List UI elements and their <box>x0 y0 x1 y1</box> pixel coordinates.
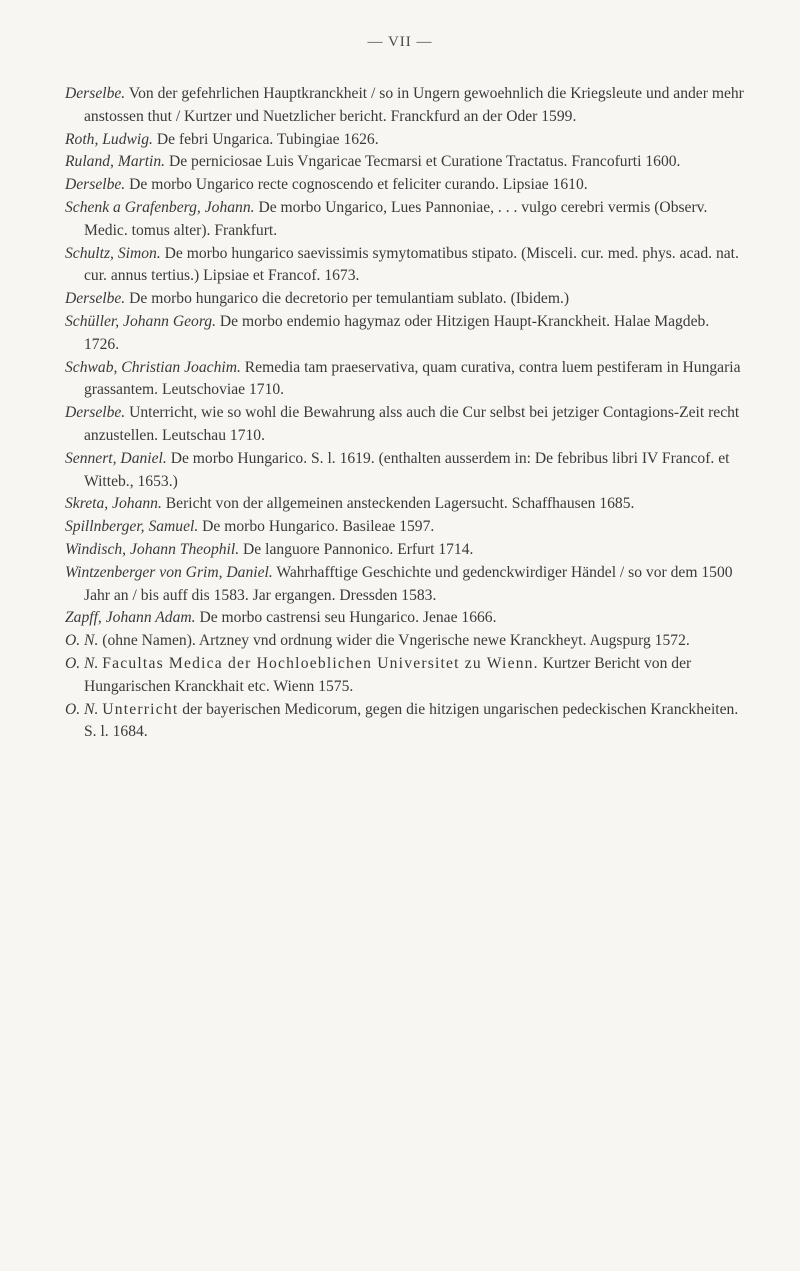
bibliography-entry <box>65 516 745 539</box>
entry-author: Skreta, Johann. <box>65 495 162 513</box>
bibliography-entry <box>65 402 745 448</box>
entry-text: De perniciosae Luis Vngaricae Tecmarsi et Curatione Tractatus. Francofurti 1600. <box>168 153 681 171</box>
entry-text: Kurtzer Bericht von der Hungarischen Kranckhait etc. Wienn 1575. <box>84 654 692 695</box>
entry-author: Derselbe. <box>65 176 126 194</box>
bibliography-entry <box>65 311 745 357</box>
entry-spaced-title: Facultas Medica der Hochloeblichen Universitet zu Wienn. <box>102 654 539 672</box>
entry-author: O. N. <box>65 700 99 718</box>
bibliography-list <box>65 83 745 744</box>
bibliography-entry <box>65 357 745 403</box>
entry-author: Windisch, Johann Theophil. <box>65 540 240 558</box>
bibliography-entry <box>65 129 745 152</box>
entry-author: Schwab, Christian Joachim. <box>65 358 241 376</box>
bibliography-entry <box>65 562 745 608</box>
bibliography-entry <box>65 174 745 197</box>
entry-text: Wahrhafftige Geschichte und gedenckwirdiger Händel / so vor dem 1500 Jahr an / bis auff dis 1583. Jar ergangen. Dressden 1583. <box>84 563 733 604</box>
entry-text: De languore Pannonico. Erfurt 1714. <box>243 540 474 558</box>
bibliography-entry <box>65 288 745 311</box>
entry-author: Spillnberger, Samuel. <box>65 518 199 536</box>
entry-spaced-title: Unterricht <box>102 700 179 718</box>
entry-text: De morbo Ungarico, Lues Pannoniae, . . . vulgo cerebri vermis (Observ. Medic. tomus alter). Frankfurt. <box>84 198 708 239</box>
entry-author: Derselbe. <box>65 404 126 422</box>
entry-author: Schultz, Simon. <box>65 244 161 262</box>
entry-text: De morbo hungarico saevissimis symytomatibus stipato. (Misceli. cur. med. phys. acad. nat. cur. annus tertius.) Lipsiae et Francof. 1673. <box>84 244 739 285</box>
entry-author: Wintzenberger von Grim, Daniel. <box>65 563 273 581</box>
entry-text: der bayerischen Medicorum, gegen die hitzigen ungarischen pedeckischen Kranckheiten. S. l. 1684. <box>84 700 739 741</box>
entry-text: Remedia tam praeservativa, quam curativa, contra luem pestiferam in Hungaria grassantem. Leutschoviae 1710. <box>84 358 741 399</box>
entry-author: O. N. <box>65 654 99 672</box>
entry-text: Unterricht, wie so wohl die Bewahrung alss auch die Cur selbst bei jetziger Contagions-Zeit recht anzustellen. Leutschau 1710. <box>84 404 740 444</box>
entry-author: Zapff, Johann Adam. <box>65 609 196 627</box>
bibliography-entry <box>65 83 745 129</box>
bibliography-entry <box>65 448 745 494</box>
bibliography-entry <box>65 493 745 516</box>
entry-author: Derselbe. <box>65 85 126 102</box>
entry-text: Bericht von der allgemeinen ansteckenden Lagersucht. Schaffhausen 1685. <box>165 495 635 513</box>
entry-author: Derselbe. <box>65 290 126 308</box>
entry-author: Ruland, Martin. <box>65 153 166 171</box>
entry-text: Von der gefehrlichen Hauptkranckheit / so in Ungern gewoehnlich die Kriegsleute und ander mehr anstossen thut / Kurtzer und Nuetzlicher bericht. Franckfurd an der Oder 1599. <box>84 85 744 125</box>
entry-text: De febri Ungarica. Tubingiae 1626. <box>156 130 379 148</box>
entry-author: O. N. <box>65 632 99 650</box>
entry-text: De morbo Ungarico recte cognoscendo et feliciter curando. Lipsiae 1610. <box>129 176 588 194</box>
entry-author: Roth, Ludwig. <box>65 130 153 148</box>
entry-text: (ohne Namen). Artzney vnd ordnung wider die Vngerische newe Kranckheyt. Augspurg 1572. <box>102 632 690 650</box>
entry-author: Sennert, Daniel. <box>65 449 167 467</box>
bibliography-entry <box>65 197 745 243</box>
entry-author: Schüller, Johann Georg. <box>65 312 217 330</box>
bibliography-entry <box>65 630 745 653</box>
bibliography-entry <box>65 243 745 289</box>
entry-text: De morbo endemio hagymaz oder Hitzigen Haupt-Kranckheit. Halae Magdeb. 1726. <box>84 312 710 353</box>
page-number: — VII — <box>367 34 433 50</box>
bibliography-entry <box>65 539 745 562</box>
bibliography-entry <box>65 653 745 699</box>
bibliography-entry <box>65 607 745 630</box>
entry-text: De morbo Hungarico. Basileae 1597. <box>202 518 435 536</box>
entry-text: De morbo hungarico die decretorio per temulantiam sublato. (Ibidem.) <box>129 290 570 308</box>
entry-text: De morbo Hungarico. S. l. 1619. (enthalten ausserdem in: De febribus libri IV Francof. et Witteb., 1653.) <box>84 449 730 490</box>
bibliography-entry <box>65 151 745 174</box>
entry-author: Schenk a Grafenberg, Johann. <box>65 198 255 216</box>
bibliography-entry <box>65 699 745 745</box>
entry-text: De morbo castrensi seu Hungarico. Jenae 1666. <box>199 609 497 627</box>
